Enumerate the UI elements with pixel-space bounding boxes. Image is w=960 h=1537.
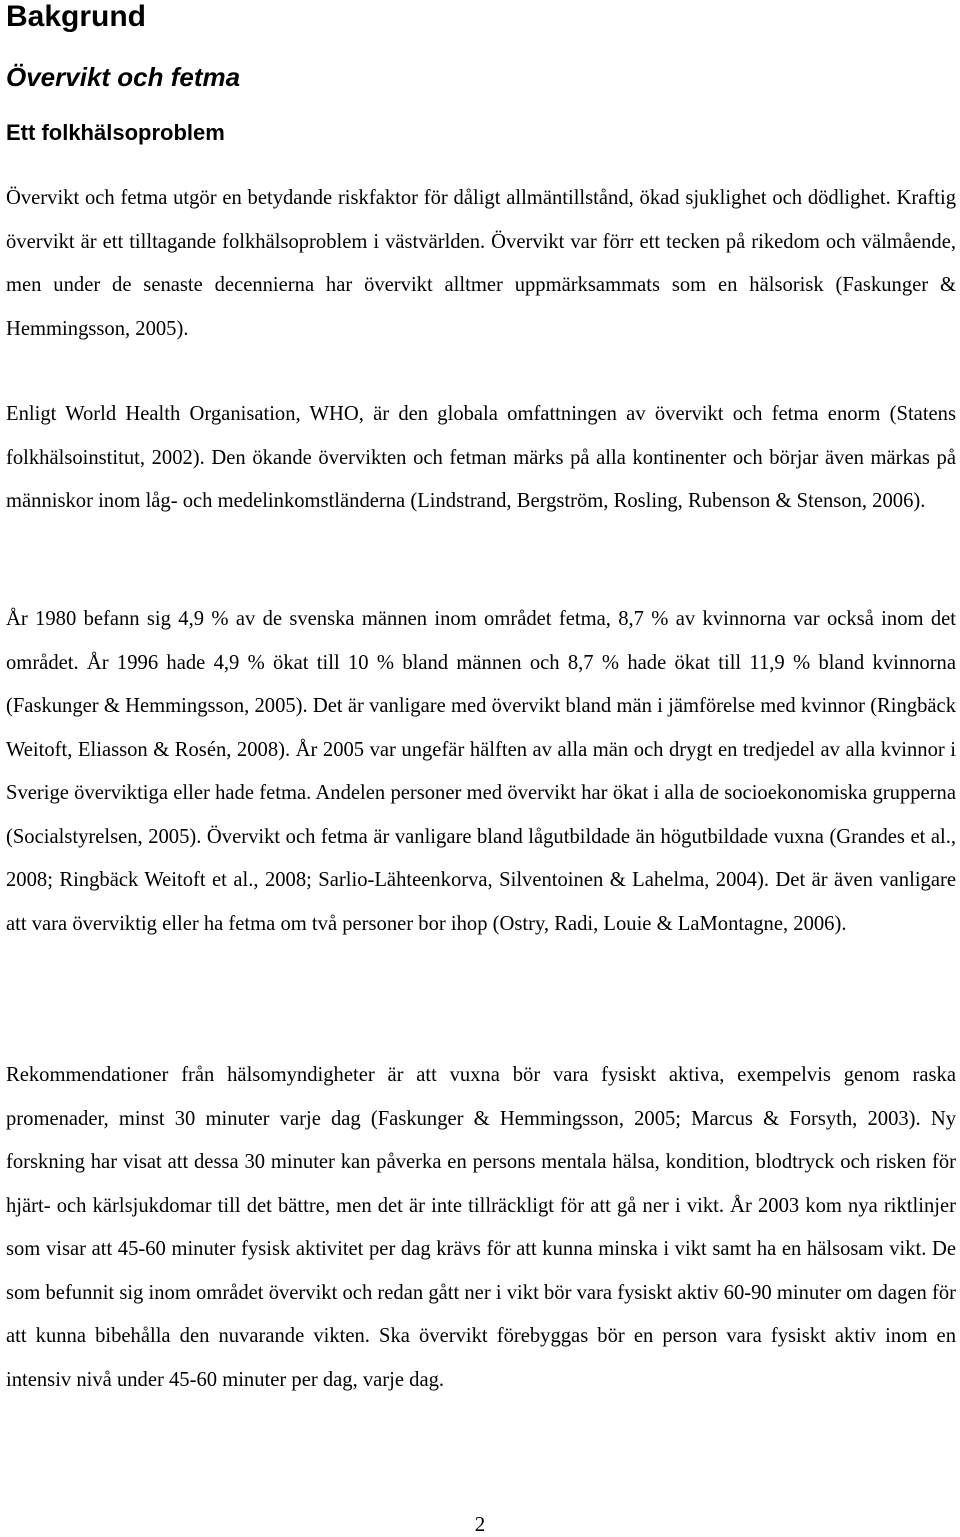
- paragraph-2: Enligt World Health Organisation, WHO, är den globala omfattningen av övervikt och fetma enorm (Statens folkhälsoinstitut, 2002). Den ökande övervikten och fetman märks på alla kontinenter och börjar även märkas på människor inom låg- och medelinkomstländerna (Lindstrand, Bergström, Rosling, Rubenson & Stenson, 2006).: [6, 403, 956, 512]
- section-heading: Övervikt och fetma: [6, 62, 241, 92]
- paragraph-3: År 1980 befann sig 4,9 % av de svenska männen inom området fetma, 8,7 % av kvinnorna var också inom det området. År 1996 hade 4,9 % ökat till 10 % bland männen och 8,7 % hade ökat till 11,9 % bland kvinnorna (Faskunger & Hemmingsson, 2005). Det är vanligare med övervikt bland män i jämförelse med kvinnor (Ringbäck Weitoft, Eliasson & Rosén, 2008). År 2005 var ungefär hälften av alla män och drygt en tredjedel av alla kvinnor i Sverige överviktiga eller hade fetma. Andelen personer med övervikt har ökat i alla de socioekonomiska grupperna (Socialstyrelsen, 2005). Övervikt och fetma är vanligare bland lågutbildade än högutbildade vuxna (Grandes et al., 2008; Ringbäck Weitoft et al., 2008; Sarlio-Lähteenkorva, Silventoinen & Lahelma, 2004). Det är även vanligare att vara överviktig eller ha fetma om två personer bor ihop (Ostry, Radi, Louie & LaMontagne, 2006).: [6, 608, 956, 935]
- subsection-heading: Ett folkhälsoproblem: [6, 120, 225, 145]
- paragraph-4: Rekommendationer från hälsomyndigheter är att vuxna bör vara fysiskt aktiva, exempelvis genom raska promenader, minst 30 minuter varje dag (Faskunger & Hemmingsson, 2005; Marcus & Forsyth, 2003). Ny forskning har visat att dessa 30 minuter kan påverka en persons mentala hälsa, kondition, blodtryck och risken för hjärt- och kärlsjukdomar till det bättre, men det är inte tillräckligt för att gå ner i vikt. År 2003 kom nya riktlinjer som visar att 45-60 minuter fysisk aktivitet per dag krävs för att kunna minska i vikt samt ha en hälsosam vikt. De som befunnit sig inom området övervikt och redan gått ner i vikt bör vara fysiskt aktiv 60-90 minuter om dagen för att kunna bibehålla den nuvarande vikten. Ska övervikt förebyggas bör en person vara fysiskt aktiv inom en intensiv nivå under 45-60 minuter per dag, varje dag.: [6, 1064, 956, 1391]
- page-number: 2: [474, 1512, 486, 1536]
- paragraph-1: Övervikt och fetma utgör en betydande riskfaktor för dåligt allmäntillstånd, ökad sjuklighet och dödlighet. Kraftig övervikt är ett tilltagande folkhälsoproblem i västvärlden. Övervikt var förr ett tecken på rikedom och välmående, men under de senaste decennierna har övervikt alltmer uppmärksammats som en hälsorisk (Faskunger & Hemmingsson, 2005).: [6, 187, 956, 340]
- chapter-heading: Bakgrund: [6, 0, 147, 33]
